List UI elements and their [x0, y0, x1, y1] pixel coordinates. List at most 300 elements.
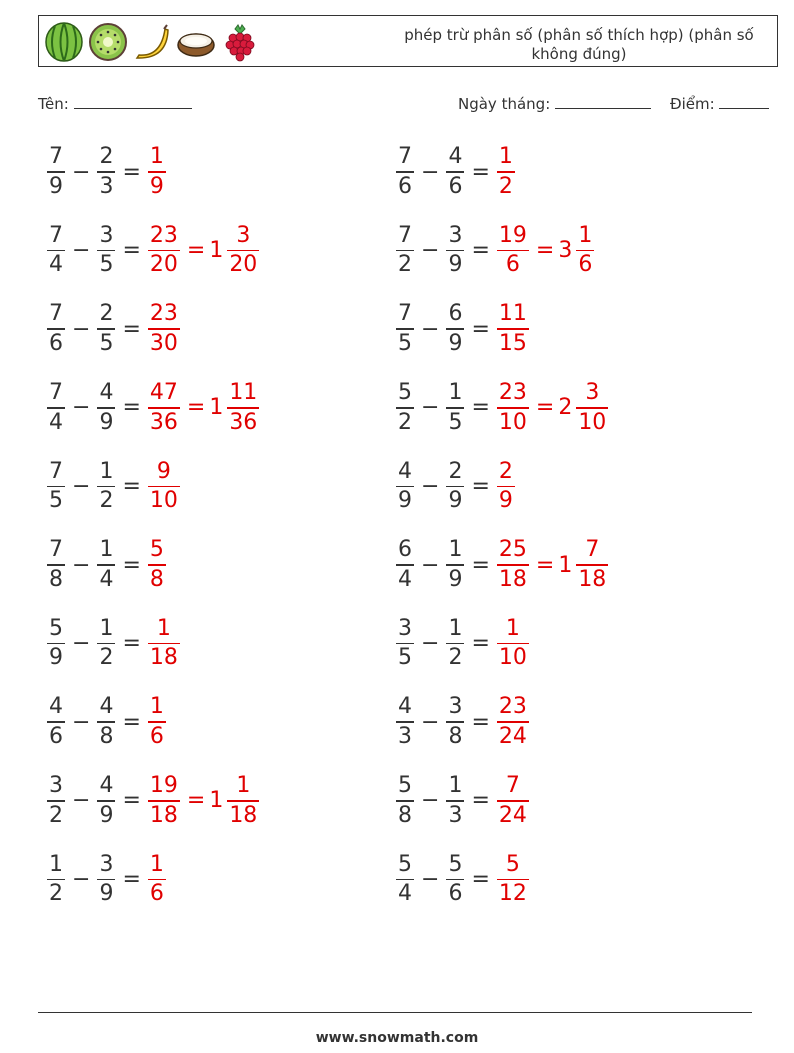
minus-sign: − — [72, 473, 91, 499]
answer-fraction — [497, 853, 529, 907]
minuend-fraction — [396, 617, 414, 671]
subtrahend-fraction-denominator: 9 — [99, 802, 114, 828]
answer-fraction-bar — [497, 486, 515, 488]
problem-row — [44, 454, 183, 518]
answer-fraction-bar — [148, 407, 180, 409]
minuend-fraction-denominator: 5 — [398, 330, 412, 356]
answer-fraction-numerator: 19 — [149, 773, 178, 799]
answer-fraction-denominator: 18 — [149, 645, 178, 671]
answer-fraction-denominator: 15 — [498, 330, 527, 356]
subtrahend-fraction-denominator: 5 — [448, 409, 463, 435]
problem-row — [44, 140, 169, 204]
subtrahend-fraction — [97, 695, 115, 749]
subtrahend-fraction-bar — [97, 879, 115, 881]
mixed-fraction — [227, 224, 259, 278]
mixed-fraction-numerator: 11 — [229, 380, 258, 406]
answer-fraction-numerator: 1 — [505, 615, 520, 641]
minuend-fraction-denominator: 9 — [398, 488, 412, 514]
minuend-fraction-denominator: 9 — [49, 645, 63, 671]
mixed-fraction-bar — [576, 407, 608, 409]
problem-row — [393, 140, 518, 204]
minuend-fraction-bar — [47, 879, 65, 881]
answer-fraction-bar — [497, 407, 529, 409]
answer-fraction-bar — [148, 643, 180, 645]
answer-fraction-bar — [497, 328, 529, 330]
answer-fraction — [497, 538, 529, 592]
answer — [145, 617, 183, 671]
subtrahend-fraction-bar — [446, 250, 464, 252]
equals-sign: = — [122, 159, 141, 185]
subtrahend-fraction-denominator: 3 — [448, 802, 463, 828]
problem-row — [393, 847, 532, 911]
answer-fraction-denominator: 20 — [149, 252, 178, 278]
subtrahend-fraction-numerator: 2 — [99, 144, 114, 170]
minuend-fraction-numerator: 4 — [398, 694, 412, 720]
subtrahend-fraction-bar — [446, 564, 464, 566]
answer — [145, 302, 183, 356]
mixed-fraction — [576, 538, 608, 592]
subtrahend-fraction-bar — [97, 171, 115, 173]
subtrahend-fraction-bar — [446, 879, 464, 881]
answer — [494, 853, 532, 907]
mixed-fraction — [227, 381, 259, 435]
minuend-fraction-bar — [47, 643, 65, 645]
answer-equals-sign: = — [186, 395, 206, 421]
minuend-fraction-bar — [396, 250, 414, 252]
mixed-whole: 2 — [558, 395, 573, 421]
answer-fraction — [148, 774, 180, 828]
minuend-fraction-numerator: 7 — [398, 144, 412, 170]
subtrahend-fraction-denominator: 8 — [448, 723, 463, 749]
answer-fraction-numerator: 23 — [149, 301, 178, 327]
minuend-fraction-denominator: 6 — [49, 330, 63, 356]
minuend-fraction-bar — [47, 171, 65, 173]
answer-fraction-numerator: 25 — [498, 537, 527, 563]
problem-row — [44, 219, 262, 283]
subtrahend-fraction-numerator: 1 — [99, 458, 114, 484]
problem-row — [393, 612, 532, 676]
mixed-fraction-numerator: 7 — [585, 537, 600, 563]
subtrahend-fraction-numerator: 4 — [99, 380, 114, 406]
minuend-fraction — [396, 538, 414, 592]
minuend-fraction-bar — [396, 564, 414, 566]
minuend-fraction-bar — [396, 328, 414, 330]
minus-sign: − — [72, 316, 91, 342]
minuend-fraction-numerator: 6 — [398, 537, 412, 563]
answer-fraction — [497, 381, 529, 435]
minuend-fraction-bar — [47, 486, 65, 488]
subtrahend-fraction-denominator: 9 — [448, 330, 463, 356]
equals-sign: = — [471, 552, 490, 578]
subtrahend-fraction-numerator: 4 — [99, 773, 114, 799]
mixed-whole: 1 — [209, 238, 224, 264]
minuend-fraction-bar — [47, 250, 65, 252]
mixed-fraction-numerator: 1 — [578, 222, 593, 248]
answer-fraction-bar — [148, 328, 180, 330]
problem-row — [393, 769, 532, 833]
answer-fraction-denominator: 8 — [149, 566, 164, 592]
answer-fraction-denominator: 9 — [498, 488, 513, 514]
mixed-whole: 1 — [209, 788, 224, 814]
mixed-fraction-denominator: 36 — [229, 409, 258, 435]
mixed-whole: 3 — [558, 238, 573, 264]
subtrahend-fraction-denominator: 9 — [448, 252, 463, 278]
minuend-fraction-numerator: 7 — [49, 144, 63, 170]
answer-fraction-denominator: 10 — [149, 488, 178, 514]
answer-fraction — [497, 695, 529, 749]
answer-fraction-numerator: 7 — [505, 773, 520, 799]
equals-sign: = — [122, 866, 141, 892]
subtrahend-fraction-bar — [446, 486, 464, 488]
answer — [145, 774, 262, 828]
answer — [494, 381, 611, 435]
equals-sign: = — [471, 866, 490, 892]
subtrahend-fraction-bar — [446, 171, 464, 173]
answer-fraction — [148, 853, 166, 907]
minuend-fraction-bar — [396, 643, 414, 645]
answer — [494, 774, 532, 828]
answer-fraction-denominator: 30 — [149, 330, 178, 356]
minus-sign: − — [421, 788, 440, 814]
subtrahend-fraction — [446, 302, 464, 356]
subtrahend-fraction-denominator: 2 — [448, 645, 463, 671]
minuend-fraction-bar — [47, 407, 65, 409]
answer — [494, 695, 532, 749]
minus-sign: − — [421, 395, 440, 421]
minuend-fraction-denominator: 4 — [49, 252, 63, 278]
answer — [494, 224, 597, 278]
minuend-fraction-numerator: 7 — [49, 380, 63, 406]
answer-fraction — [497, 460, 515, 514]
answer-fraction-bar — [497, 721, 529, 723]
minuend-fraction-numerator: 3 — [398, 615, 412, 641]
subtrahend-fraction-bar — [97, 800, 115, 802]
problem-row — [393, 454, 518, 518]
subtrahend-fraction — [97, 617, 115, 671]
minuend-fraction — [396, 853, 414, 907]
subtrahend-fraction — [446, 224, 464, 278]
equals-sign: = — [122, 709, 141, 735]
equals-sign: = — [122, 552, 141, 578]
minuend-fraction-denominator: 8 — [49, 566, 63, 592]
minuend-fraction-bar — [396, 800, 414, 802]
minuend-fraction-bar — [396, 721, 414, 723]
answer-fraction-bar — [497, 643, 529, 645]
subtrahend-fraction — [446, 381, 464, 435]
answer-fraction-numerator: 23 — [498, 380, 527, 406]
minuend-fraction-numerator: 7 — [398, 301, 412, 327]
answer-fraction-denominator: 10 — [498, 409, 527, 435]
minus-sign: − — [72, 552, 91, 578]
answer-fraction — [497, 224, 529, 278]
minuend-fraction-numerator: 7 — [49, 537, 63, 563]
subtrahend-fraction-denominator: 9 — [448, 566, 463, 592]
minuend-fraction-denominator: 4 — [49, 409, 63, 435]
minuend-fraction — [396, 224, 414, 278]
equals-sign: = — [122, 316, 141, 342]
problem-row — [393, 690, 532, 754]
subtrahend-fraction-numerator: 6 — [448, 301, 463, 327]
subtrahend-fraction-denominator: 2 — [99, 488, 114, 514]
minuend-fraction-bar — [47, 800, 65, 802]
subtrahend-fraction-bar — [97, 407, 115, 409]
subtrahend-fraction-bar — [97, 250, 115, 252]
equals-sign: = — [471, 709, 490, 735]
problem-row — [44, 769, 262, 833]
answer-fraction-denominator: 6 — [149, 723, 164, 749]
subtrahend-fraction — [97, 853, 115, 907]
subtrahend-fraction-bar — [446, 721, 464, 723]
answer-fraction-numerator: 1 — [498, 144, 513, 170]
mixed-fraction — [576, 381, 608, 435]
subtrahend-fraction-numerator: 2 — [99, 301, 114, 327]
subtrahend-fraction-numerator: 1 — [448, 773, 463, 799]
name-label: Tên: — [38, 95, 69, 113]
subtrahend-fraction — [446, 617, 464, 671]
subtrahend-fraction — [97, 381, 115, 435]
minus-sign: − — [421, 159, 440, 185]
minuend-fraction-numerator: 3 — [49, 773, 63, 799]
minuend-fraction-denominator: 2 — [49, 802, 63, 828]
minus-sign: − — [72, 788, 91, 814]
equals-sign: = — [471, 631, 490, 657]
subtrahend-fraction — [446, 774, 464, 828]
minuend-fraction-numerator: 7 — [49, 458, 63, 484]
subtrahend-fraction-numerator: 3 — [448, 222, 463, 248]
answer — [145, 224, 262, 278]
answer-fraction-numerator: 23 — [149, 222, 178, 248]
score-label: Điểm: — [670, 95, 715, 113]
answer — [145, 145, 169, 199]
subtrahend-fraction-denominator: 9 — [448, 488, 463, 514]
minuend-fraction — [47, 302, 65, 356]
equals-sign: = — [471, 788, 490, 814]
problem-row — [44, 297, 183, 361]
answer — [494, 145, 518, 199]
minuend-fraction-denominator: 3 — [398, 723, 412, 749]
footer-url[interactable]: www.snowmath.com — [315, 1030, 479, 1046]
minuend-fraction-numerator: 7 — [49, 301, 63, 327]
minuend-fraction-bar — [396, 407, 414, 409]
subtrahend-fraction-bar — [97, 486, 115, 488]
subtrahend-fraction-denominator: 9 — [99, 881, 114, 907]
answer-fraction-denominator: 18 — [498, 566, 527, 592]
subtrahend-fraction-denominator: 5 — [99, 330, 114, 356]
answer-fraction-numerator: 1 — [149, 851, 164, 877]
mixed-fraction — [227, 774, 259, 828]
answer-fraction — [497, 145, 515, 199]
equals-sign: = — [122, 788, 141, 814]
mixed-whole: 1 — [209, 395, 224, 421]
mixed-whole: 1 — [558, 552, 573, 578]
minuend-fraction — [396, 695, 414, 749]
subtrahend-fraction-numerator: 1 — [448, 615, 463, 641]
equals-sign: = — [122, 631, 141, 657]
mixed-fraction-bar — [227, 800, 259, 802]
equals-sign: = — [471, 395, 490, 421]
minuend-fraction-bar — [47, 328, 65, 330]
subtrahend-fraction — [97, 302, 115, 356]
subtrahend-fraction — [446, 145, 464, 199]
answer-fraction-numerator: 5 — [149, 537, 164, 563]
minuend-fraction-denominator: 6 — [49, 723, 63, 749]
subtrahend-fraction-bar — [97, 564, 115, 566]
minus-sign: − — [421, 473, 440, 499]
mixed-fraction-bar — [227, 250, 259, 252]
answer-fraction-numerator: 1 — [149, 144, 164, 170]
answer-fraction-denominator: 6 — [505, 252, 520, 278]
mixed-fraction-denominator: 6 — [578, 252, 593, 278]
minuend-fraction — [47, 695, 65, 749]
mixed-fraction-bar — [227, 407, 259, 409]
problem-row — [393, 376, 611, 440]
minuend-fraction-denominator: 4 — [398, 566, 412, 592]
answer-fraction-denominator: 9 — [149, 173, 164, 199]
minuend-fraction — [396, 460, 414, 514]
minuend-fraction-bar — [47, 564, 65, 566]
problem-row — [44, 847, 169, 911]
subtrahend-fraction-bar — [446, 407, 464, 409]
minuend-fraction-denominator: 5 — [49, 488, 63, 514]
equals-sign: = — [122, 238, 141, 264]
equals-sign: = — [122, 473, 141, 499]
minuend-fraction — [396, 145, 414, 199]
minuend-fraction-bar — [396, 879, 414, 881]
subtrahend-fraction — [446, 695, 464, 749]
subtrahend-fraction — [97, 774, 115, 828]
equals-sign: = — [471, 159, 490, 185]
answer — [494, 538, 611, 592]
answer-fraction-denominator: 6 — [149, 881, 164, 907]
subtrahend-fraction-numerator: 1 — [448, 537, 463, 563]
date-label: Ngày tháng: — [458, 95, 551, 113]
answer — [494, 460, 518, 514]
answer-fraction-numerator: 1 — [156, 615, 171, 641]
problem-row — [44, 376, 262, 440]
subtrahend-fraction-bar — [97, 328, 115, 330]
minus-sign: − — [421, 866, 440, 892]
minuend-fraction-numerator: 1 — [49, 851, 63, 877]
subtrahend-fraction-denominator: 8 — [99, 723, 114, 749]
mixed-fraction-denominator: 18 — [578, 566, 607, 592]
answer-equals-sign: = — [186, 238, 206, 264]
problem-row — [44, 690, 169, 754]
mixed-fraction-numerator: 3 — [236, 222, 251, 248]
minuend-fraction-denominator: 2 — [398, 252, 412, 278]
minus-sign: − — [421, 238, 440, 264]
mixed-fraction-numerator: 3 — [585, 380, 600, 406]
minuend-fraction-denominator: 9 — [49, 173, 63, 199]
minuend-fraction — [396, 774, 414, 828]
answer-fraction-numerator: 5 — [505, 851, 520, 877]
mixed-fraction-denominator: 10 — [578, 409, 607, 435]
mixed-fraction-bar — [576, 564, 608, 566]
subtrahend-fraction-numerator: 2 — [448, 458, 463, 484]
answer-fraction — [148, 538, 166, 592]
answer-fraction-numerator: 2 — [498, 458, 513, 484]
answer-fraction-bar — [148, 171, 166, 173]
answer-fraction-numerator: 9 — [156, 458, 171, 484]
worksheet-title: phép trừ phân số (phân số thích hợp) (phân số không đúng) — [404, 26, 754, 63]
minuend-fraction-numerator: 5 — [398, 380, 412, 406]
mixed-fraction-denominator: 20 — [229, 252, 258, 278]
mixed-fraction — [576, 224, 594, 278]
minus-sign: − — [72, 238, 91, 264]
subtrahend-fraction — [97, 224, 115, 278]
subtrahend-fraction — [446, 853, 464, 907]
subtrahend-fraction-numerator: 3 — [99, 222, 114, 248]
answer-fraction-numerator: 19 — [498, 222, 527, 248]
answer-fraction-bar — [497, 800, 529, 802]
answer-fraction-bar — [497, 879, 529, 881]
minuend-fraction-numerator: 4 — [49, 694, 63, 720]
problem-row — [393, 297, 532, 361]
equals-sign: = — [122, 395, 141, 421]
subtrahend-fraction-numerator: 1 — [448, 380, 463, 406]
minuend-fraction-denominator: 8 — [398, 802, 412, 828]
subtrahend-fraction-numerator: 3 — [448, 694, 463, 720]
answer-fraction — [148, 460, 180, 514]
minus-sign: − — [421, 631, 440, 657]
problem-row — [44, 533, 169, 597]
answer-equals-sign: = — [186, 788, 206, 814]
subtrahend-fraction-denominator: 6 — [448, 881, 463, 907]
mixed-fraction-numerator: 1 — [236, 773, 251, 799]
minuend-fraction-bar — [396, 486, 414, 488]
minus-sign: − — [72, 631, 91, 657]
minuend-fraction — [396, 381, 414, 435]
answer-fraction — [148, 617, 180, 671]
problem-row — [44, 612, 183, 676]
footer-divider — [38, 1012, 752, 1013]
answer — [145, 853, 169, 907]
minuend-fraction — [47, 460, 65, 514]
answer-fraction-numerator: 23 — [498, 694, 527, 720]
minuend-fraction-numerator: 5 — [49, 615, 63, 641]
subtrahend-fraction-bar — [446, 328, 464, 330]
answer — [145, 460, 183, 514]
mixed-fraction-denominator: 18 — [229, 802, 258, 828]
subtrahend-fraction — [446, 460, 464, 514]
subtrahend-fraction-denominator: 6 — [448, 173, 463, 199]
answer-fraction-denominator: 24 — [498, 723, 527, 749]
answer-fraction-denominator: 36 — [149, 409, 178, 435]
subtrahend-fraction — [446, 538, 464, 592]
answer-fraction — [497, 774, 529, 828]
problem-row — [393, 219, 597, 283]
answer — [145, 381, 262, 435]
answer — [494, 617, 532, 671]
minuend-fraction — [47, 538, 65, 592]
answer-fraction — [148, 302, 180, 356]
subtrahend-fraction-numerator: 1 — [99, 537, 114, 563]
minuend-fraction-denominator: 2 — [398, 409, 412, 435]
minus-sign: − — [72, 395, 91, 421]
minuend-fraction-numerator: 7 — [398, 222, 412, 248]
answer — [145, 538, 169, 592]
minuend-fraction-numerator: 5 — [398, 773, 412, 799]
subtrahend-fraction-denominator: 3 — [99, 173, 114, 199]
subtrahend-fraction-denominator: 9 — [99, 409, 114, 435]
minus-sign: − — [421, 709, 440, 735]
minuend-fraction — [47, 774, 65, 828]
subtrahend-fraction-denominator: 5 — [99, 252, 114, 278]
subtrahend-fraction-denominator: 2 — [99, 645, 114, 671]
subtrahend-fraction-bar — [446, 643, 464, 645]
subtrahend-fraction — [97, 538, 115, 592]
answer-fraction-numerator: 11 — [498, 301, 527, 327]
problem-row — [393, 533, 611, 597]
